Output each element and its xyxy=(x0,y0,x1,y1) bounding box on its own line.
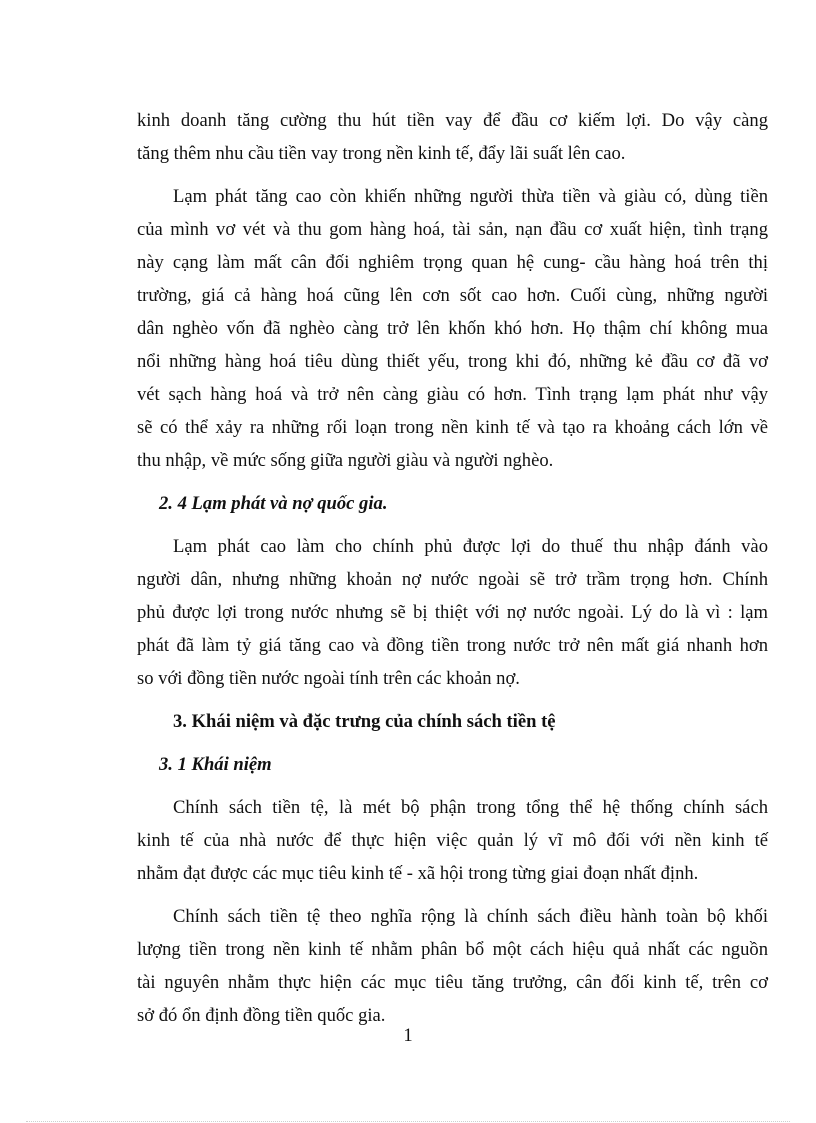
paragraph-monetary-policy-broad xyxy=(137,900,768,1032)
text-line: Chính sách tiền tệ, là mét bộ phận trong tổng thể hệ thống chính sách xyxy=(173,797,768,818)
text-line: sở đó ổn định đồng tiền quốc gia. xyxy=(137,1005,386,1026)
paragraph-inflation-effects xyxy=(137,180,768,477)
text-line: trường, giá cả hàng hoá cũng lên cơn sốt cao hơn. Cuối cùng, những người xyxy=(137,285,768,306)
paragraph-continuation xyxy=(137,104,768,170)
text-line: của mình vơ vét và thu gom hàng hoá, tài sản, nạn đầu cơ xuất hiện, tình trạng xyxy=(137,219,768,240)
section-heading-3: 3. Khái niệm và đặc trưng của chính sách tiền tệ xyxy=(173,711,556,732)
page-bottom-divider xyxy=(26,1121,790,1122)
text-line: vét sạch hàng hoá và trở nên càng giàu có hơn. Tình trạng lạm phát như vậy xyxy=(137,384,768,405)
text-line: lượng tiền trong nền kinh tế nhằm phân bổ một cách hiệu quả nhất các nguồn xyxy=(137,939,768,960)
text-line: người dân, nhưng những khoản nợ nước ngoài sẽ trở trầm trọng hơn. Chính xyxy=(137,569,768,590)
text-line: nhằm đạt được các mục tiêu kinh tế - xã hội trong từng giai đoạn nhất định. xyxy=(137,863,699,884)
text-line: Lạm phát cao làm cho chính phủ được lợi do thuế thu nhập đánh vào xyxy=(173,536,768,557)
text-line: so với đồng tiền nước ngoài tính trên các khoản nợ. xyxy=(137,668,520,689)
text-line: này cạng làm mất cân đối nghiêm trọng quan hệ cung- cầu hàng hoá trên thị xyxy=(137,252,768,273)
page-number: 1 xyxy=(403,1025,413,1046)
text-line: Chính sách tiền tệ theo nghĩa rộng là chính sách điều hành toàn bộ khối xyxy=(173,906,768,927)
text-line: phát đã làm tỷ giá tăng cao và đồng tiền trong nước trở nên mất giá nhanh hơn xyxy=(137,635,768,656)
text-line: nổi những hàng hoá tiêu dùng thiết yếu, trong khi đó, những kẻ đầu cơ đã vơ xyxy=(137,351,768,372)
paragraph-national-debt xyxy=(137,530,768,695)
text-line: kinh doanh tăng cường thu hút tiền vay để đầu cơ kiếm lợi. Do vậy càng xyxy=(137,110,768,131)
text-line: phủ được lợi trong nước nhưng sẽ bị thiệt với nợ nước ngoài. Lý do là vì : lạm xyxy=(137,602,768,623)
text-line: sẽ có thể xảy ra những rối loạn trong nền kinh tế và tạo ra khoảng cách lớn về xyxy=(137,417,768,438)
text-line: kinh tế của nhà nước để thực hiện việc quản lý vĩ mô đối với nền kinh tế xyxy=(137,830,768,851)
text-line: dân nghèo vốn đã nghèo càng trở lên khốn khó hơn. Họ thậm chí không mua xyxy=(137,318,768,339)
section-heading-3-1: 3. 1 Khái niệm xyxy=(159,754,272,775)
page-content xyxy=(137,104,768,1042)
text-line: thu nhập, về mức sống giữa người giàu và người nghèo. xyxy=(137,450,554,471)
section-heading-2-4: 2. 4 Lạm phát và nợ quốc gia. xyxy=(159,493,388,514)
text-line: tài nguyên nhằm thực hiện các mục tiêu tăng trưởng, cân đối kinh tế, trên cơ xyxy=(137,972,768,993)
paragraph-monetary-policy-definition xyxy=(137,791,768,890)
text-line: tăng thêm nhu cầu tiền vay trong nền kinh tế, đẩy lãi suất lên cao. xyxy=(137,143,626,164)
text-line: Lạm phát tăng cao còn khiến những người thừa tiền và giàu có, dùng tiền xyxy=(173,186,768,207)
